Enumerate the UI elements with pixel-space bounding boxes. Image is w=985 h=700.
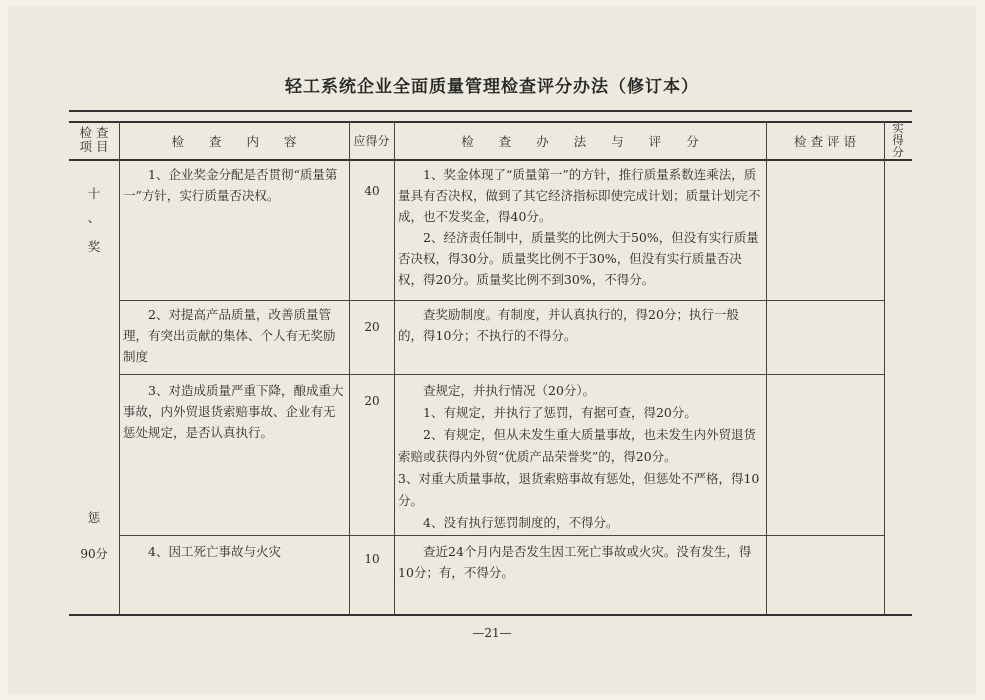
row-1-score: 40	[364, 184, 380, 198]
document-page	[8, 6, 976, 694]
row-4-method-p1: 查近24个月内是否发生因工死亡事故或火灾。没有发生，得10分；有，不得分。	[398, 544, 752, 580]
row-3-method	[398, 380, 762, 534]
row-3-content-text: 3、对造成质量严重下降，酿成重大事故，内外贸退货索赔事故、企业有无惩处规定，是否认真执行。	[123, 383, 344, 440]
category-char-2: 、	[87, 210, 101, 225]
category-char-1: 十	[87, 186, 101, 201]
row-2-method-p1: 查奖励制度。有制度，并认真执行的，得20分；执行一般的，得10分；不执行的不得分。	[398, 307, 739, 343]
row-2-method	[398, 304, 762, 346]
scoring-table	[69, 110, 912, 616]
row-divider-3	[119, 535, 884, 536]
col-divider-5	[884, 121, 885, 614]
header-content: 检 查 内 容	[171, 134, 297, 149]
category-char-4: 惩	[87, 510, 101, 525]
header-actual	[884, 122, 912, 158]
header-category-line2: 项 目	[79, 139, 109, 154]
row-3-method-p3: 2、有规定，但从未发生重大质量事故，也未发生内外贸退货索赔或获得内外贸“优质产品荣誉奖”的，得20分。	[398, 427, 756, 464]
header-top-rule	[69, 121, 912, 123]
document-title: 轻工系统企业全面质量管理检查评分办法（修订本）	[285, 77, 699, 97]
header-actual-line2: 得	[892, 133, 904, 147]
header-method: 检 查 办 法 与 评 分	[461, 134, 699, 149]
row-4-content-text: 4、因工死亡事故与火灾	[148, 544, 281, 559]
col-divider-4	[766, 121, 767, 614]
header-category	[69, 126, 119, 154]
header-actual-line3: 分	[892, 145, 904, 159]
row-1-method	[398, 164, 762, 290]
row-1-content-text: 1、企业奖金分配是否贯彻“质量第一”方针，实行质量否决权。	[123, 167, 338, 203]
category-char-3: 奖	[87, 239, 101, 254]
header-bottom-rule	[69, 159, 912, 161]
header-category-line1: 检 查	[79, 125, 109, 140]
row-3-score: 20	[364, 394, 380, 408]
row-2-content	[123, 304, 345, 367]
header-actual-line1: 实	[892, 121, 904, 135]
col-divider-1	[119, 121, 120, 614]
row-2-score: 20	[364, 320, 380, 334]
header-score: 应得分	[353, 134, 390, 148]
row-divider-2	[119, 374, 884, 375]
row-3-method-p4: 3、对重大质量事故，退货索赔事故有惩处，但惩处不严格，得10分。	[398, 471, 760, 508]
row-4-method	[398, 541, 762, 583]
row-3-content	[123, 380, 345, 443]
row-1-content	[123, 164, 345, 206]
row-3-method-p2: 1、有规定，并执行了惩罚，有据可查，得20分。	[423, 405, 697, 420]
row-3-method-p1: 查规定，并执行情况（20分）。	[423, 383, 596, 398]
page-number: —21—	[472, 626, 512, 640]
row-divider-1	[119, 300, 884, 301]
header-comment: 检 查 评 语	[794, 134, 856, 149]
row-2-content-text: 2、对提高产品质量，改善质量管理，有突出贡献的集体、个人有无奖励制度	[123, 307, 336, 364]
row-4-content	[123, 541, 345, 562]
row-4-score: 10	[364, 552, 380, 566]
row-3-method-p5: 4、没有执行惩罚制度的，不得分。	[423, 515, 619, 530]
row-1-method-p2: 2、经济责任制中，质量奖的比例大于50%，但没有实行质量否决权，得30分。质量奖比例不于30%，但没有实行质量否决权，得20分。质量奖比例不到30%，不得分。	[398, 230, 759, 287]
col-divider-3	[394, 121, 395, 614]
row-1-method-p1: 1、奖金体现了“质量第一”的方针，推行质量系数连乘法，质量具有否决权，做到了其它经济指标即使完成计划；质量计划完不成，也不发奖金，得40分。	[398, 167, 761, 224]
category-points: 90分	[80, 547, 108, 561]
